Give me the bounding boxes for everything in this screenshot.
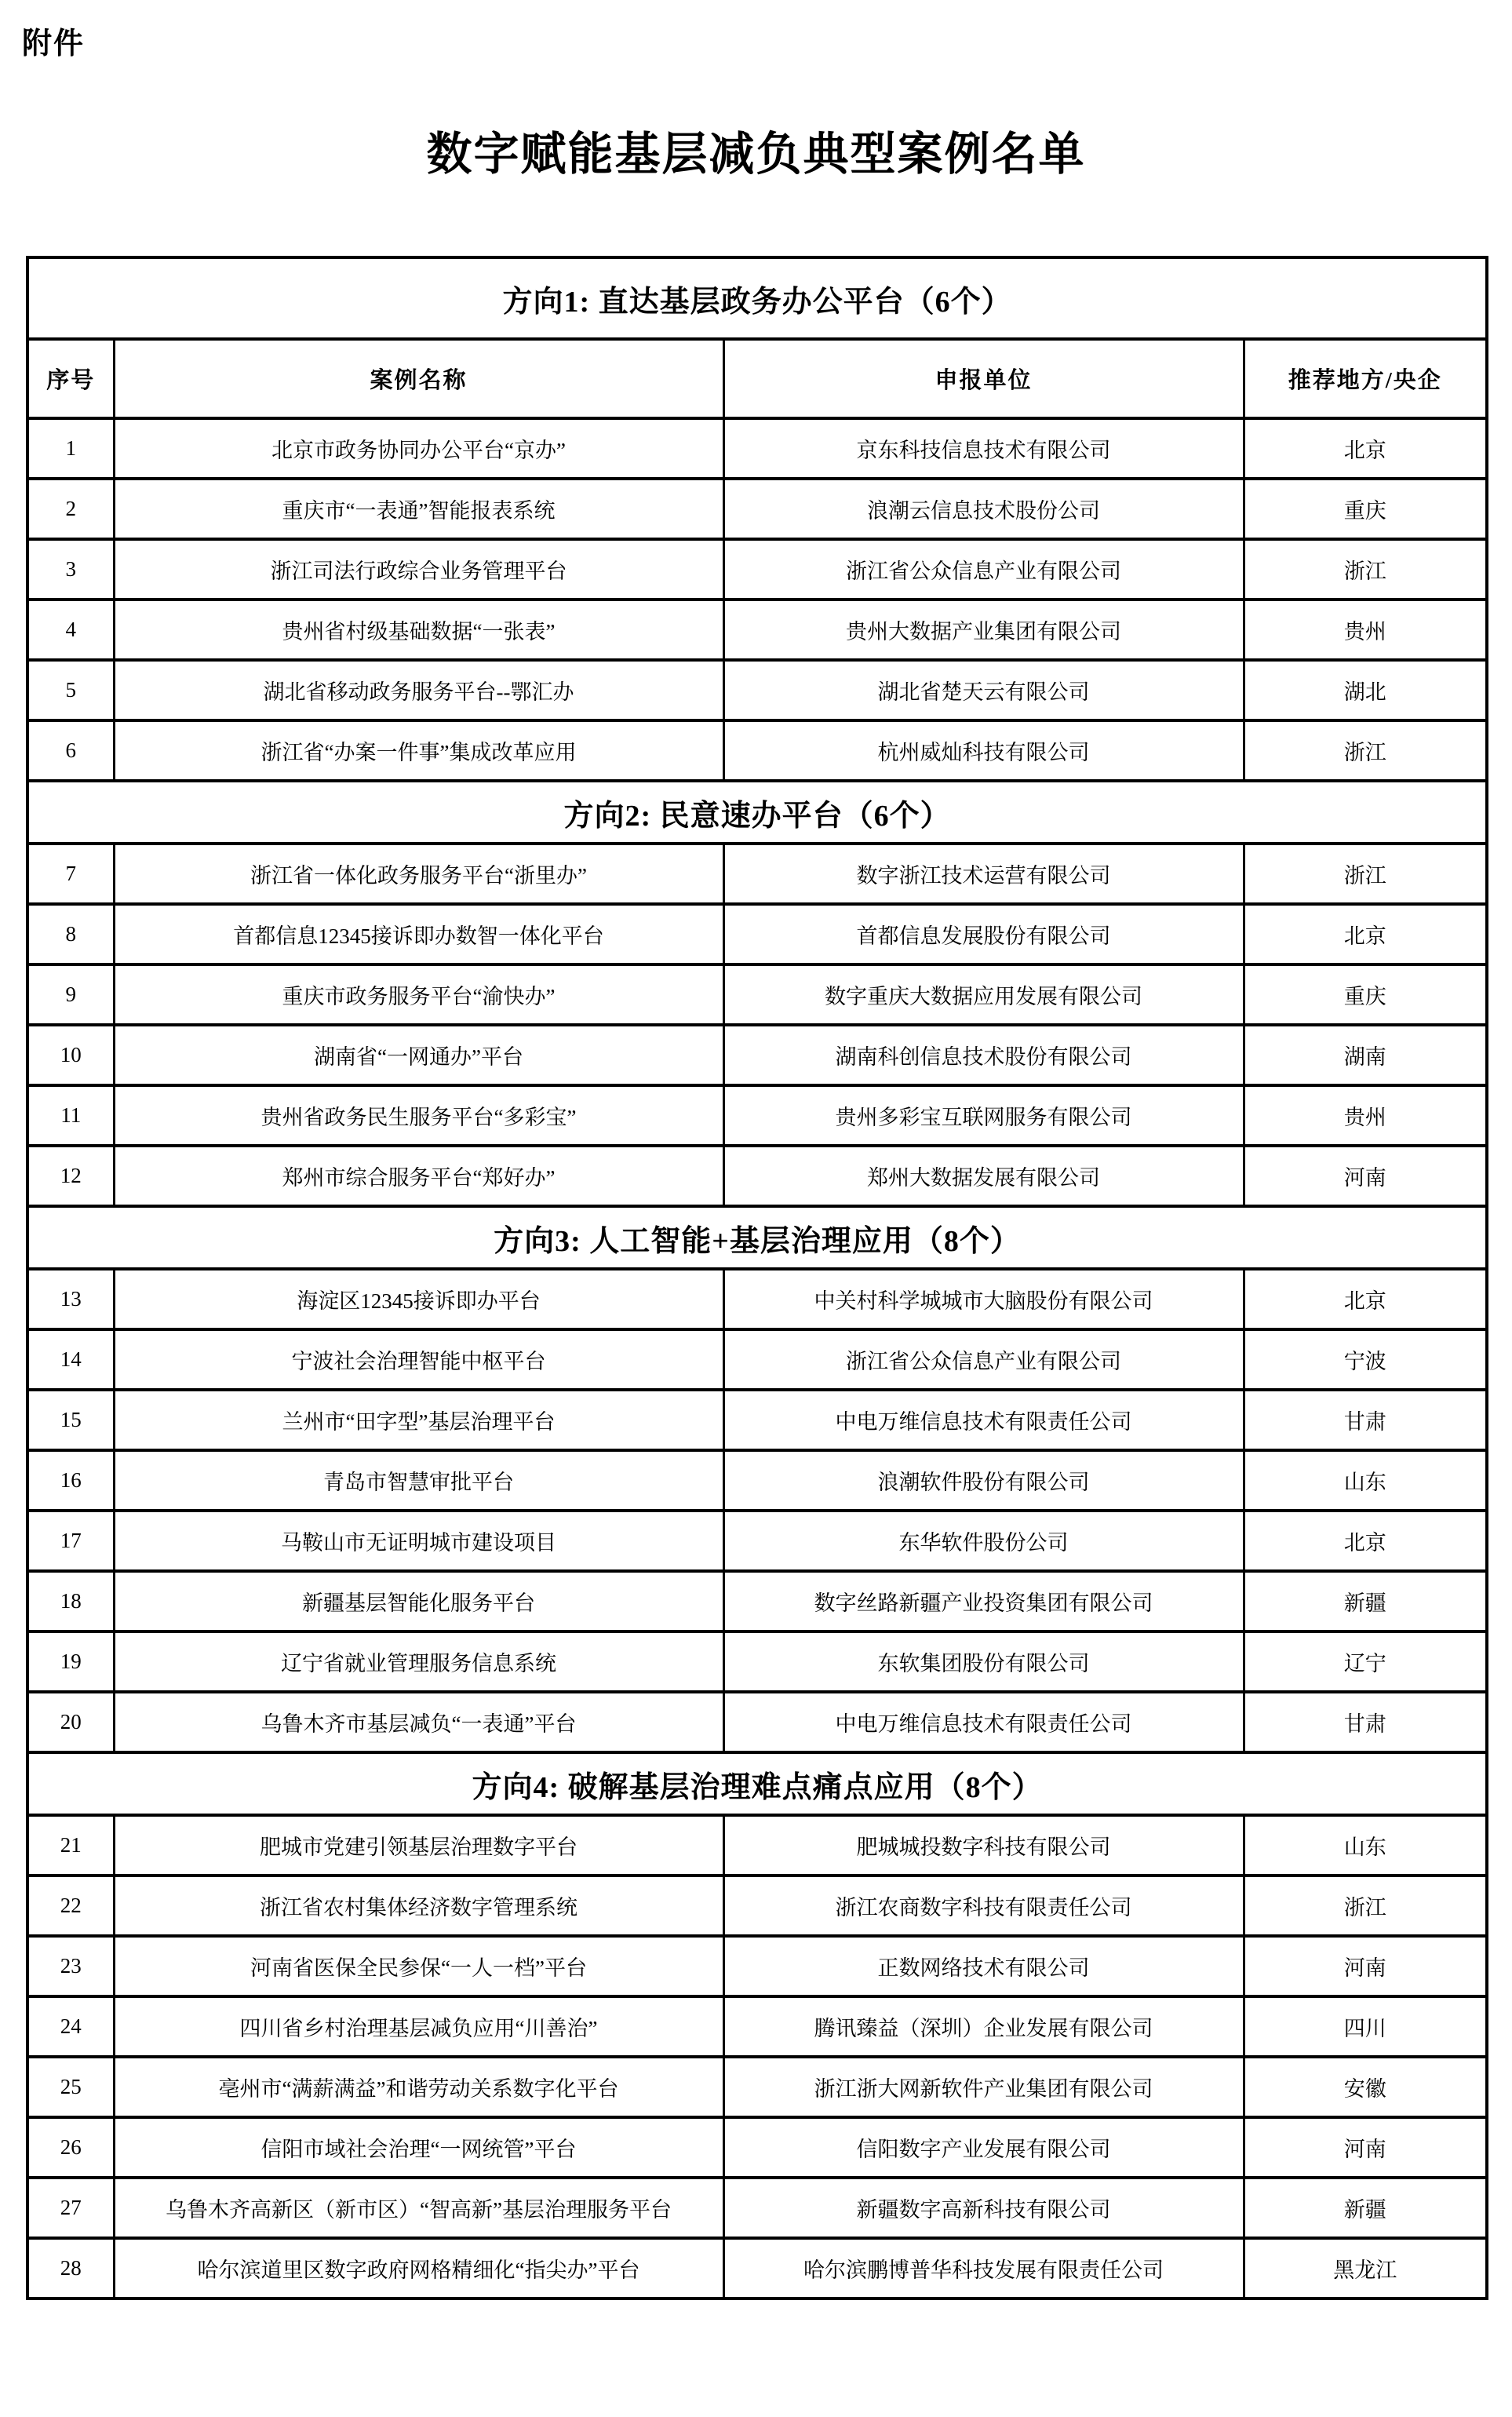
recommending-region: 重庆 — [1244, 964, 1487, 1025]
case-name: 海淀区12345接诉即办平台 — [114, 1269, 723, 1329]
section-header: 方向2: 民意速办平台（6个） — [27, 781, 1487, 844]
applicant-unit: 贵州多彩宝互联网服务有限公司 — [723, 1085, 1244, 1146]
applicant-unit: 湖北省楚天云有限公司 — [723, 660, 1244, 720]
table-row — [27, 1269, 1487, 1329]
case-name: 湖北省移动政务服务平台--鄂汇办 — [114, 660, 723, 720]
case-number: 15 — [27, 1390, 114, 1450]
applicant-unit: 新疆数字高新科技有限公司 — [723, 2178, 1244, 2238]
applicant-unit: 腾讯臻益（深圳）企业发展有限公司 — [723, 1996, 1244, 2057]
case-number: 8 — [27, 904, 114, 964]
applicant-unit: 京东科技信息技术有限公司 — [723, 418, 1244, 479]
applicant-unit: 东华软件股份公司 — [723, 1511, 1244, 1571]
case-number: 19 — [27, 1631, 114, 1692]
recommending-region: 浙江 — [1244, 1876, 1487, 1936]
case-name: 亳州市“满薪满益”和谐劳动关系数字化平台 — [114, 2057, 723, 2117]
applicant-unit: 东软集团股份有限公司 — [723, 1631, 1244, 1692]
table-row — [27, 1390, 1487, 1450]
recommending-region: 重庆 — [1244, 479, 1487, 539]
recommending-region: 河南 — [1244, 1936, 1487, 1996]
case-name: 北京市政务协同办公平台“京办” — [114, 418, 723, 479]
case-name: 宁波社会治理智能中枢平台 — [114, 1329, 723, 1390]
case-name: 乌鲁木齐市基层减负“一表通”平台 — [114, 1692, 723, 1752]
applicant-unit: 信阳数字产业发展有限公司 — [723, 2117, 1244, 2178]
table-row — [27, 1511, 1487, 1571]
case-name: 兰州市“田字型”基层治理平台 — [114, 1390, 723, 1450]
case-name: 肥城市党建引领基层治理数字平台 — [114, 1815, 723, 1876]
applicant-unit: 贵州大数据产业集团有限公司 — [723, 600, 1244, 660]
recommending-region: 安徽 — [1244, 2057, 1487, 2117]
case-number: 9 — [27, 964, 114, 1025]
case-number: 1 — [27, 418, 114, 479]
applicant-unit: 浪潮云信息技术股份公司 — [723, 479, 1244, 539]
recommending-region: 甘肃 — [1244, 1692, 1487, 1752]
applicant-unit: 湖南科创信息技术股份有限公司 — [723, 1025, 1244, 1085]
case-number: 21 — [27, 1815, 114, 1876]
case-name: 马鞍山市无证明城市建设项目 — [114, 1511, 723, 1571]
attachment-label: 附件 — [22, 27, 86, 60]
column-header-row — [27, 339, 1487, 418]
recommending-region: 湖南 — [1244, 1025, 1487, 1085]
table-row — [27, 539, 1487, 600]
applicant-unit: 浙江浙大网新软件产业集团有限公司 — [723, 2057, 1244, 2117]
table-row — [27, 1329, 1487, 1390]
recommending-region: 辽宁 — [1244, 1631, 1487, 1692]
recommending-region: 浙江 — [1244, 844, 1487, 904]
case-number: 6 — [27, 720, 114, 781]
page-title: 数字赋能基层减负典型案例名单 — [426, 129, 1086, 180]
case-name: 郑州市综合服务平台“郑好办” — [114, 1146, 723, 1206]
column-header: 案例名称 — [114, 339, 723, 418]
recommending-region: 四川 — [1244, 1996, 1487, 2057]
table-row — [27, 2178, 1487, 2238]
table-row — [27, 1876, 1487, 1936]
case-number: 5 — [27, 660, 114, 720]
table-row — [27, 2057, 1487, 2117]
applicant-unit: 杭州威灿科技有限公司 — [723, 720, 1244, 781]
case-name: 湖南省“一网通办”平台 — [114, 1025, 723, 1085]
section-header-row — [27, 257, 1487, 339]
recommending-region: 湖北 — [1244, 660, 1487, 720]
table-row — [27, 479, 1487, 539]
case-name: 贵州省村级基础数据“一张表” — [114, 600, 723, 660]
table-row — [27, 1692, 1487, 1752]
case-name: 浙江司法行政综合业务管理平台 — [114, 539, 723, 600]
applicant-unit: 哈尔滨鹏博普华科技发展有限责任公司 — [723, 2238, 1244, 2299]
case-number: 20 — [27, 1692, 114, 1752]
table-row — [27, 964, 1487, 1025]
case-name: 贵州省政务民生服务平台“多彩宝” — [114, 1085, 723, 1146]
case-name: 浙江省“办案一件事”集成改革应用 — [114, 720, 723, 781]
column-header: 推荐地方/央企 — [1244, 339, 1487, 418]
case-number: 12 — [27, 1146, 114, 1206]
case-number: 22 — [27, 1876, 114, 1936]
applicant-unit: 郑州大数据发展有限公司 — [723, 1146, 1244, 1206]
table-row — [27, 418, 1487, 479]
column-header: 申报单位 — [723, 339, 1244, 418]
case-number: 28 — [27, 2238, 114, 2299]
table-row — [27, 600, 1487, 660]
case-number: 4 — [27, 600, 114, 660]
recommending-region: 北京 — [1244, 418, 1487, 479]
applicant-unit: 数字浙江技术运营有限公司 — [723, 844, 1244, 904]
recommending-region: 浙江 — [1244, 539, 1487, 600]
section-header: 方向1: 直达基层政务办公平台（6个） — [27, 257, 1487, 339]
recommending-region: 贵州 — [1244, 1085, 1487, 1146]
case-name: 信阳市域社会治理“一网统管”平台 — [114, 2117, 723, 2178]
table-row — [27, 660, 1487, 720]
case-number: 2 — [27, 479, 114, 539]
table-row — [27, 1025, 1487, 1085]
section-header: 方向4: 破解基层治理难点痛点应用（8个） — [27, 1752, 1487, 1815]
section-header-row — [27, 1206, 1487, 1269]
case-number: 24 — [27, 1996, 114, 2057]
column-header: 序号 — [27, 339, 114, 418]
case-name: 哈尔滨道里区数字政府网格精细化“指尖办”平台 — [114, 2238, 723, 2299]
case-name: 浙江省一体化政务服务平台“浙里办” — [114, 844, 723, 904]
applicant-unit: 浙江省公众信息产业有限公司 — [723, 1329, 1244, 1390]
recommending-region: 山东 — [1244, 1815, 1487, 1876]
table-row — [27, 1936, 1487, 1996]
table-row — [27, 904, 1487, 964]
recommending-region: 新疆 — [1244, 2178, 1487, 2238]
recommending-region: 甘肃 — [1244, 1390, 1487, 1450]
case-number: 10 — [27, 1025, 114, 1085]
applicant-unit: 正数网络技术有限公司 — [723, 1936, 1244, 1996]
case-name: 青岛市智慧审批平台 — [114, 1450, 723, 1511]
applicant-unit: 数字丝路新疆产业投资集团有限公司 — [723, 1571, 1244, 1631]
applicant-unit: 中关村科学城城市大脑股份有限公司 — [723, 1269, 1244, 1329]
applicant-unit: 首都信息发展股份有限公司 — [723, 904, 1244, 964]
applicant-unit: 数字重庆大数据应用发展有限公司 — [723, 964, 1244, 1025]
table-row — [27, 720, 1487, 781]
recommending-region: 北京 — [1244, 904, 1487, 964]
case-number: 16 — [27, 1450, 114, 1511]
applicant-unit: 浙江省公众信息产业有限公司 — [723, 539, 1244, 600]
case-name: 新疆基层智能化服务平台 — [114, 1571, 723, 1631]
case-name: 浙江省农村集体经济数字管理系统 — [114, 1876, 723, 1936]
case-name: 辽宁省就业管理服务信息系统 — [114, 1631, 723, 1692]
table-row — [27, 1631, 1487, 1692]
table-row — [27, 1085, 1487, 1146]
recommending-region: 宁波 — [1244, 1329, 1487, 1390]
case-name: 四川省乡村治理基层减负应用“川善治” — [114, 1996, 723, 2057]
recommending-region: 北京 — [1244, 1269, 1487, 1329]
table-row — [27, 1571, 1487, 1631]
recommending-region: 山东 — [1244, 1450, 1487, 1511]
table-row — [27, 1450, 1487, 1511]
recommending-region: 河南 — [1244, 2117, 1487, 2178]
recommending-region: 贵州 — [1244, 600, 1487, 660]
case-name: 河南省医保全民参保“一人一档”平台 — [114, 1936, 723, 1996]
case-name: 乌鲁木齐高新区（新市区）“智高新”基层治理服务平台 — [114, 2178, 723, 2238]
case-number: 25 — [27, 2057, 114, 2117]
case-number: 3 — [27, 539, 114, 600]
table-row — [27, 844, 1487, 904]
case-number: 23 — [27, 1936, 114, 1996]
cases-table — [26, 256, 1488, 2300]
case-number: 14 — [27, 1329, 114, 1390]
case-name: 重庆市“一表通”智能报表系统 — [114, 479, 723, 539]
table-row — [27, 1996, 1487, 2057]
case-number: 26 — [27, 2117, 114, 2178]
section-header-row — [27, 1752, 1487, 1815]
applicant-unit: 肥城城投数字科技有限公司 — [723, 1815, 1244, 1876]
case-number: 18 — [27, 1571, 114, 1631]
applicant-unit: 中电万维信息技术有限责任公司 — [723, 1390, 1244, 1450]
case-number: 17 — [27, 1511, 114, 1571]
section-header: 方向3: 人工智能+基层治理应用（8个） — [27, 1206, 1487, 1269]
table-row — [27, 1146, 1487, 1206]
table-row — [27, 2117, 1487, 2178]
case-name: 重庆市政务服务平台“渝快办” — [114, 964, 723, 1025]
recommending-region: 北京 — [1244, 1511, 1487, 1571]
case-name: 首都信息12345接诉即办数智一体化平台 — [114, 904, 723, 964]
table-row — [27, 2238, 1487, 2299]
case-number: 13 — [27, 1269, 114, 1329]
recommending-region: 新疆 — [1244, 1571, 1487, 1631]
recommending-region: 浙江 — [1244, 720, 1487, 781]
applicant-unit: 中电万维信息技术有限责任公司 — [723, 1692, 1244, 1752]
case-number: 7 — [27, 844, 114, 904]
recommending-region: 河南 — [1244, 1146, 1487, 1206]
applicant-unit: 浙江农商数字科技有限责任公司 — [723, 1876, 1244, 1936]
section-header-row — [27, 781, 1487, 844]
applicant-unit: 浪潮软件股份有限公司 — [723, 1450, 1244, 1511]
case-number: 27 — [27, 2178, 114, 2238]
recommending-region: 黑龙江 — [1244, 2238, 1487, 2299]
case-number: 11 — [27, 1085, 114, 1146]
table-row — [27, 1815, 1487, 1876]
